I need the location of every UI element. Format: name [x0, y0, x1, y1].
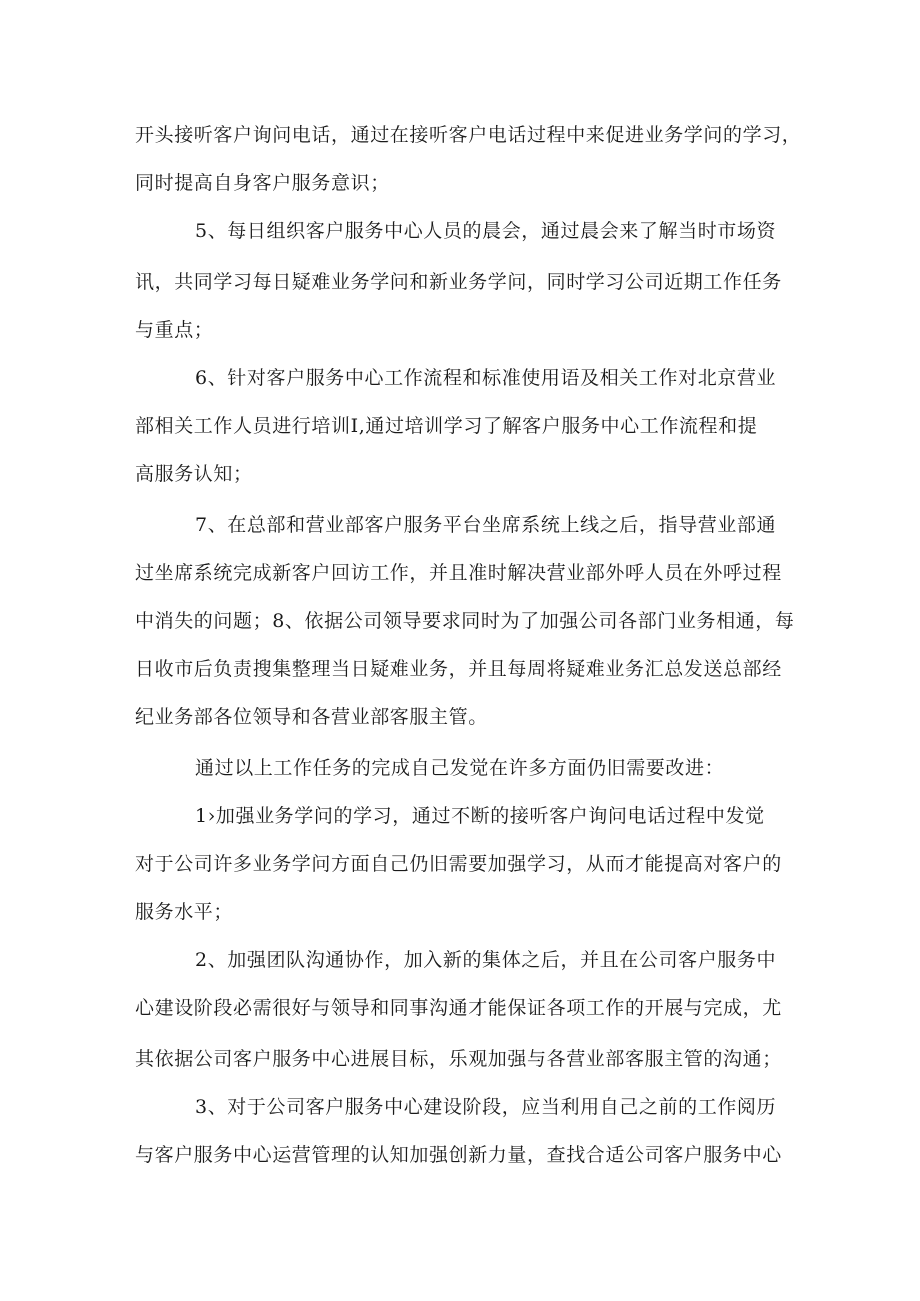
text-line: 中消失的问题；8、依据公司领导要求同时为了加强公司各部门业务相通，每	[135, 610, 795, 632]
paragraph-6-start: 6、针对客户服务中心工作流程和标准使用语及相关工作对北京营业	[195, 367, 777, 389]
text-line: 其依据公司客户服务中心进展目标，乐观加强与各营业部客服主管的沟通；	[135, 1048, 782, 1070]
text-line: 开头接听客户询问电话，通过在接听客户电话过程中来促进业务学问的学习，	[135, 124, 802, 146]
summary-heading: 通过以上工作任务的完成自己发觉在许多方面仍旧需要改进：	[195, 757, 725, 779]
text-line: 高服务认知；	[135, 463, 253, 485]
improvement-2-start: 2、加强团队沟通协作，加入新的集体之后，并且在公司客户服务中	[195, 949, 777, 971]
text-line: 纪业务部各位领导和各营业部客服主管。	[135, 706, 488, 728]
text-line: 过坐席系统完成新客户回访工作，并且准时解决营业部外呼人员在外呼过程	[135, 562, 782, 584]
text-line: 与客户服务中心运营管理的认知加强创新力量，查找合适公司客户服务中心	[135, 1144, 782, 1166]
text-line: 部相关工作人员进行培训I,通过培训学习了解客户服务中心工作流程和提	[135, 415, 758, 437]
paragraph-5-start: 5、每日组织客户服务中心人员的晨会，通过晨会来了解当时市场资	[195, 220, 777, 242]
text-line: 日收市后负责搜集整理当日疑难业务，并且每周将疑难业务汇总发送总部经	[135, 658, 782, 680]
improvement-1-start: 1›加强业务学问的学习，通过不断的接听客户询问电话过程中发觉	[195, 805, 765, 827]
text-line: 对于公司许多业务学问方面自己仍旧需要加强学习，从而才能提高对客户的	[135, 853, 782, 875]
text-line: 讯，共同学习每日疑难业务学问和新业务学问，同时学习公司近期工作任务	[135, 271, 782, 293]
paragraph-7-start: 7、在总部和营业部客户服务平台坐席系统上线之后，指导营业部通	[195, 514, 777, 536]
text-line: 同时提高自身客户服务意识；	[135, 172, 390, 194]
improvement-3-start: 3、对于公司客户服务中心建设阶段，应当利用自己之前的工作阅历	[195, 1096, 777, 1118]
text-line: 服务水平；	[135, 901, 234, 923]
text-line: 心建设阶段必需很好与领导和同事沟通才能保证各项工作的开展与完成，尤	[135, 997, 782, 1019]
text-line: 与重点；	[135, 319, 214, 341]
